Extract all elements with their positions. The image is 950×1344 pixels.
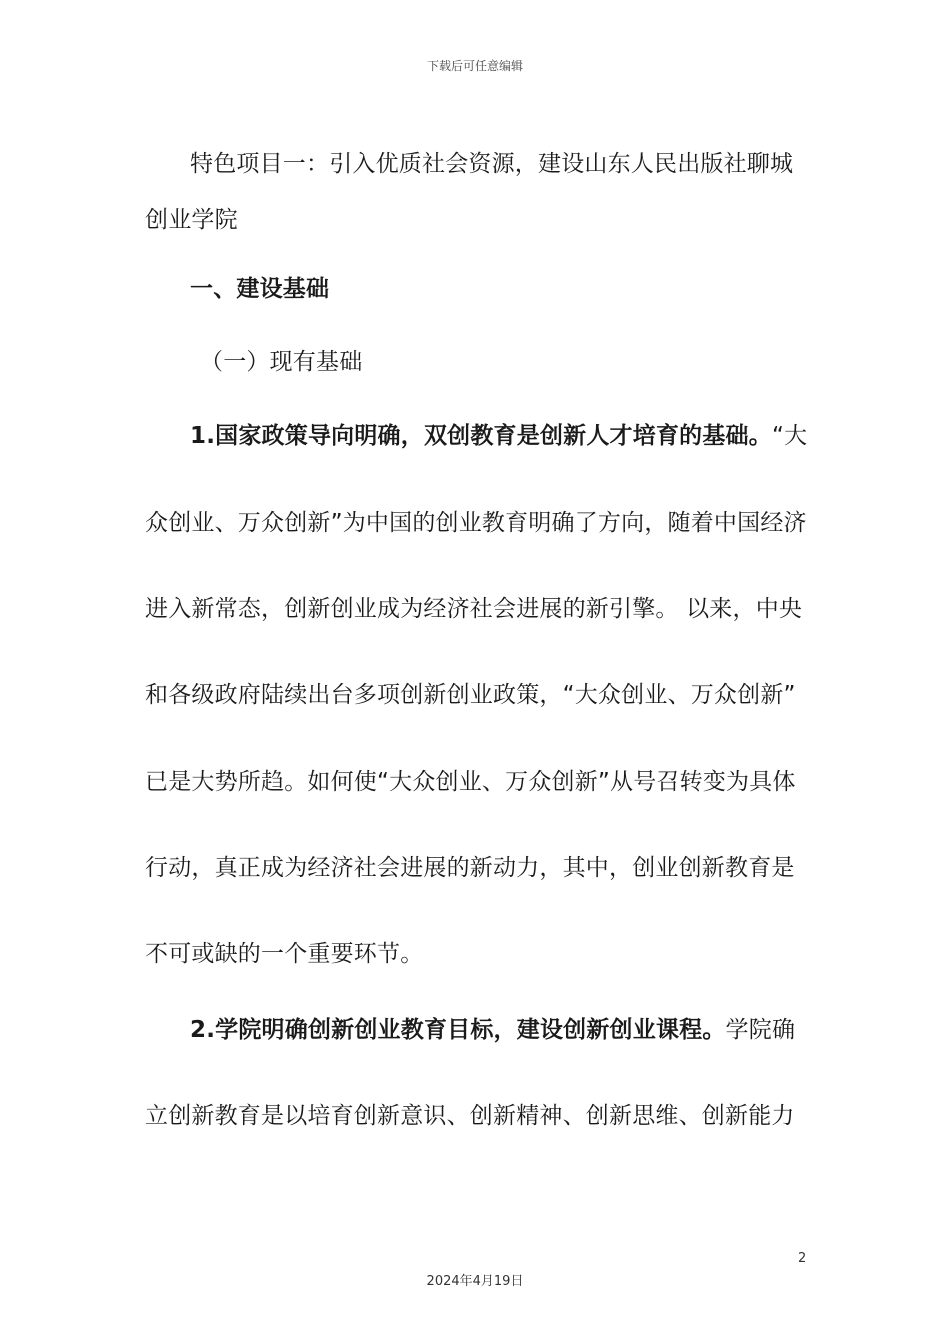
- subsection-heading: （一）现有基础: [200, 349, 363, 375]
- header-note: 下载后可任意编辑: [426, 59, 523, 73]
- paragraph-1-line: 和各级政府陆续出台多项创新创业政策，“大众创业、万众创新”: [145, 682, 796, 708]
- footer-date: 2024年4月19日: [426, 1274, 524, 1289]
- paragraph-1-line: 不可或缺的一个重要环节。: [145, 941, 424, 967]
- paragraph-1-lead: 1.国家政策导向明确，双创教育是创新人才培育的基础。: [190, 423, 772, 449]
- paragraph-1-line: 众创业、万众创新”为中国的创业教育明确了方向，随着中国经济: [145, 510, 807, 536]
- paragraph-2-first-line: [190, 1011, 795, 1044]
- title-line-1: 特色项目一：引入优质社会资源，建设山东人民出版社聊城: [190, 151, 794, 177]
- paragraph-1-tail: “大: [771, 423, 808, 449]
- paragraph-1-first-line: [190, 417, 807, 450]
- paragraph-1-line: 行动，真正成为经济社会进展的新动力，其中，创业创新教育是: [145, 855, 795, 881]
- paragraph-1-line: 进入新常态，创新创业成为经济社会进展的新引擎。 以来，中央: [145, 596, 803, 622]
- title-line-2: 创业学院: [145, 207, 238, 233]
- paragraph-2-lead: 2.学院明确创新创业教育目标，建设创新创业课程。: [190, 1017, 726, 1043]
- page-number: 2: [798, 1251, 807, 1266]
- paragraph-2-tail: 学院确: [725, 1017, 796, 1043]
- paragraph-2-line: 立创新教育是以培育创新意识、创新精神、创新思维、创新能力: [145, 1103, 795, 1129]
- section-heading: 一、建设基础: [190, 276, 330, 302]
- paragraph-1-line: 已是大势所趋。如何使“大众创业、万众创新”从号召转变为具体: [145, 769, 796, 795]
